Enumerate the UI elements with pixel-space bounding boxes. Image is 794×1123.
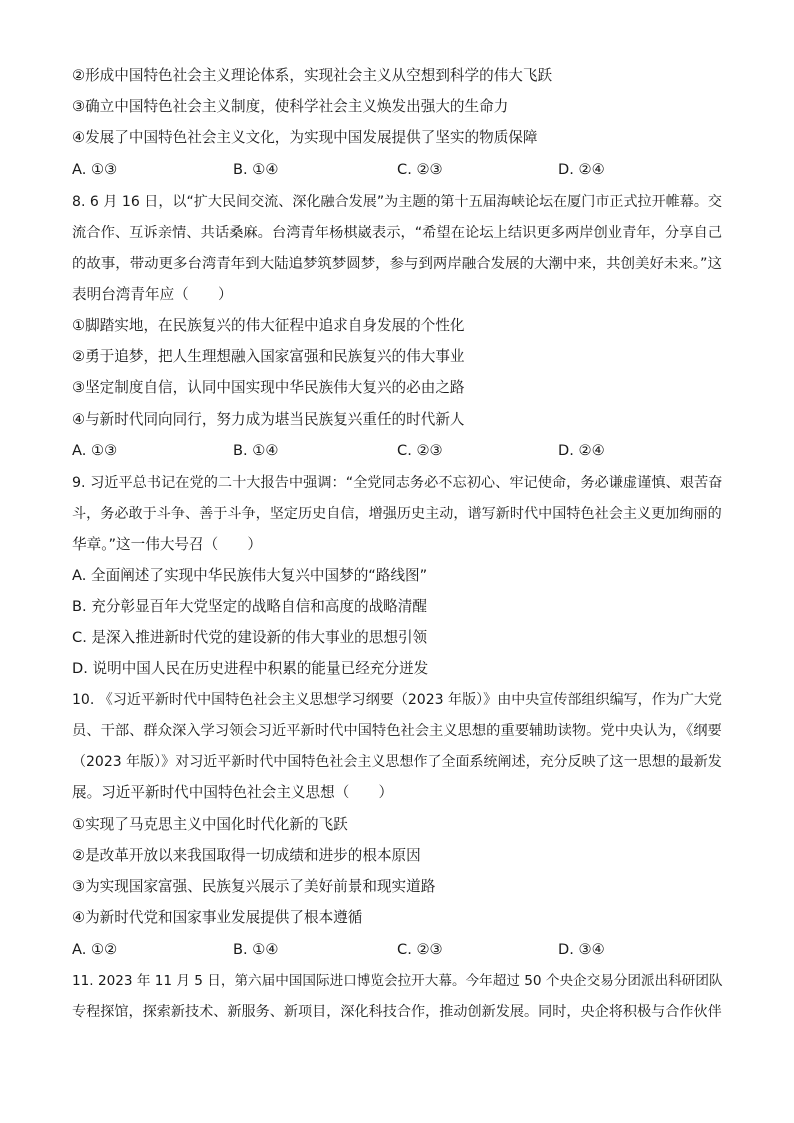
q10-stem-line-3: （2023 年版）》对习近平新时代中国特色社会主义思想作了全面系统阐述，充分反映了这一思想的最新发: [72, 754, 722, 770]
q8-option-d: D. ②④: [558, 442, 605, 459]
q8-item-1: ①脚踏实地，在民族复兴的伟大征程中追求自身发展的个性化: [72, 317, 465, 334]
q9-stem-line-3: 华章。”这一伟大号召（ ）: [72, 536, 262, 553]
q10-option-c: C. ②③: [397, 941, 443, 958]
q11-stem-line-2: 专程探馆，探索新技术、新服务、新项目，深化科技合作，推动创新发展。同时，央企将积极与合作伙伴: [72, 1004, 722, 1020]
q7-item-2: ②形成中国特色社会主义理论体系，实现社会主义从空想到科学的伟大飞跃: [72, 67, 553, 84]
q8-option-c: C. ②③: [397, 442, 443, 459]
q9-option-b: B. 充分彰显百年大党坚定的战略自信和高度的战略清醒: [72, 598, 427, 615]
q8-stem-line-1: 8. 6 月 16 日，以“扩大民间交流、深化融合发展”为主题的第十五届海峡论坛在厦门市正式拉开帷幕。交: [72, 194, 722, 210]
q10-option-b: B. ①④: [233, 941, 279, 958]
q7-option-d: D. ②④: [558, 161, 605, 178]
q9-option-a: A. 全面阐述了实现中华民族伟大复兴中国梦的“路线图”: [72, 567, 428, 584]
q8-item-3: ③坚定制度自信，认同中国实现中华民族伟大复兴的必由之路: [72, 379, 465, 396]
q7-option-a: A. ①③: [72, 161, 118, 178]
q8-stem-line-2: 流合作、互诉亲情、共话桑麻。台湾青年杨棋崴表示，“希望在论坛上结识更多两岸创业青年，分享自己: [72, 225, 723, 241]
q10-item-1: ①实现了马克思主义中国化时代化新的飞跃: [72, 816, 348, 833]
q10-option-d: D. ③④: [558, 941, 605, 958]
q7-option-b: B. ①④: [233, 161, 279, 178]
q10-item-3: ③为实现国家富强、民族复兴展示了美好前景和现实道路: [72, 878, 436, 895]
q10-option-a: A. ①②: [72, 941, 118, 958]
q10-stem-line-4: 展。习近平新时代中国特色社会主义思想（ ）: [72, 784, 394, 801]
q8-item-2: ②勇于追梦，把人生理想融入国家富强和民族复兴的伟大事业: [72, 348, 465, 365]
q8-option-b: B. ①④: [233, 442, 279, 459]
q8-option-a: A. ①③: [72, 442, 118, 459]
q10-item-4: ④为新时代党和国家事业发展提供了根本遵循: [72, 909, 363, 926]
q8-item-4: ④与新时代同向同行，努力成为堪当民族复兴重任的时代新人: [72, 411, 465, 428]
q11-stem-line-1: 11. 2023 年 11 月 5 日，第六届中国国际进口博览会拉开大幕。今年超过 50 个央企交易分团派出科研团队: [72, 973, 723, 989]
q8-stem-line-3: 的故事，带动更多台湾青年到大陆追梦筑梦圆梦，参与到两岸融合发展的大潮中来，共创美好未来。”这: [72, 256, 722, 272]
q10-item-2: ②是改革开放以来我国取得一切成绩和进步的根本原因: [72, 847, 421, 864]
q9-option-d: D. 说明中国人民在历史进程中积累的能量已经充分迸发: [72, 660, 429, 677]
q9-option-c: C. 是深入推进新时代党的建设新的伟大事业的思想引领: [72, 629, 428, 646]
q7-item-4: ④发展了中国特色社会主义文化，为实现中国发展提供了坚实的物质保障: [72, 129, 538, 146]
q7-item-3: ③确立中国特色社会主义制度，使科学社会主义焕发出强大的生命力: [72, 98, 509, 115]
q9-stem-line-1: 9. 习近平总书记在党的二十大报告中强调：“全党同志务必不忘初心、牢记使命，务必谦虚谨慎、艰苦奋: [72, 475, 723, 491]
q10-stem-line-1: 10. 《习近平新时代中国特色社会主义思想学习纲要（2023 年版）》由中央宣传部组织编写，作为广大党: [72, 692, 722, 708]
q9-stem-line-2: 斗，务必敢于斗争、善于斗争，坚定历史自信，增强历史主动，谱写新时代中国特色社会主义更加绚丽的: [72, 506, 722, 522]
q8-stem-line-4: 表明台湾青年应（ ）: [72, 286, 233, 303]
q7-option-c: C. ②③: [397, 161, 443, 178]
q10-stem-line-2: 员、干部、群众深入学习领会习近平新时代中国特色社会主义思想的重要辅助读物。党中央认为，《纲要: [72, 723, 722, 739]
